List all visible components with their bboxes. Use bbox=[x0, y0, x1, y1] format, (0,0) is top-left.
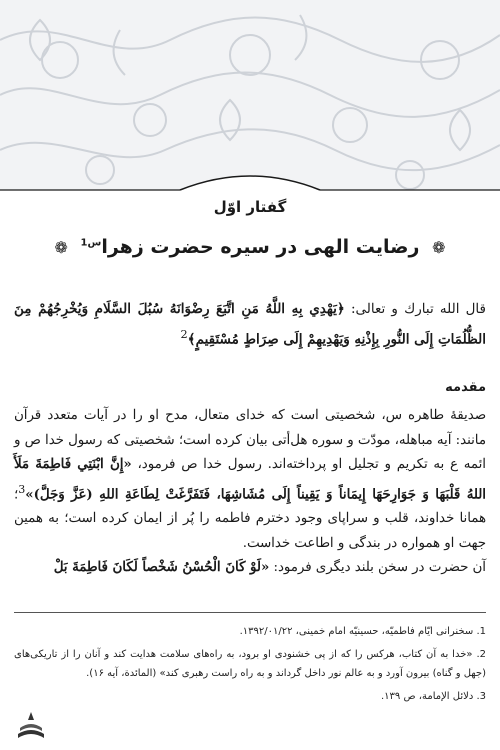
footnote-divider bbox=[14, 612, 486, 613]
quote-intro: قال الله تبارك و تعالی: bbox=[344, 301, 486, 317]
title-honorific: س bbox=[87, 237, 102, 249]
body-p1-text: صدیقهٔ طاهره س، شخصیتی است که خدای متعال، مدح او را در آیات متعدد قرآن مانند: آیه مباهله، مودّت و سوره هل‌أتی بیان کرده است؛ شخصیتی که رسول خدا ص و ائمه ع به تکریم و تجلیل او پرداخته‌اند. رسول خدا ص فرمود، bbox=[14, 408, 486, 472]
hadith-quote-2: «لَوْ كَانَ الْحُسْنُ شَخْصاً لَكَانَ فَاطِمَةَ بَلْ bbox=[53, 560, 270, 576]
quran-quote bbox=[14, 296, 486, 353]
quote-verse: ﴿يَهْدِي بِهِ اللَّهُ مَنِ اتَّبَعَ رِضْوَانَهُ سُبُلَ السَّلَامِ وَيُخْرِجُهُمْ مِنَ الظُّلُمَاتِ إِلَى النُّورِ بِإِذْنِهِ وَيَهْدِيهِمْ إِلَى صِرَاطٍ مُسْتَقِيمٍ﴾ bbox=[14, 301, 486, 348]
footnote-1: 1. سخنرانی ایّام فاطمیّه، حسینیّه امام خمینی، ۱۳۹۲/۰۱/۲۲. bbox=[239, 626, 486, 637]
body-paragraph-1 bbox=[14, 404, 486, 556]
intro-heading: مقدمه bbox=[445, 380, 486, 395]
footnote-ref-2: 2 bbox=[180, 328, 188, 341]
publisher-logo-icon bbox=[14, 708, 48, 742]
body-text bbox=[14, 404, 486, 581]
footnote-3: 3. دلائل الإمامة، ص ۱۳۹. bbox=[380, 691, 486, 702]
footnote-ref-1: 1 bbox=[80, 237, 88, 249]
flower-ornament-icon: ❁ bbox=[54, 238, 68, 257]
body-p2-text: آن حضرت در سخن بلند دیگری فرمود: bbox=[269, 560, 486, 576]
body-paragraph-2 bbox=[14, 556, 486, 581]
footnotes bbox=[14, 622, 486, 710]
body-p1-rest: ؛ همانا خداوند، قلب و سراپای وجود دخترم فاطمه را پُر از ایمان کرده است؛ به همین جهت او همواره در بندگی و اطاعت خداست. bbox=[14, 486, 486, 551]
chapter-label: گفتار اوّل bbox=[213, 198, 287, 216]
footnote-2: 2. «خدا به آن کتاب، هرکس را که از پی خشنودی او برود، به راه‌های سلامت هدایت کند و آنان را از تاریکی‌های (جهل و گناه) بیرون آورد و به عالم نور داخل گرداند و به راه راست رهبری کند» (المائدة، آیه ۱۶). bbox=[14, 649, 486, 679]
decorative-header-pattern bbox=[0, 0, 500, 215]
flower-ornament-icon: ❁ bbox=[432, 238, 446, 257]
section-title bbox=[0, 236, 500, 258]
footnote-ref-3: 3 bbox=[18, 482, 26, 496]
hadith-quote: «إِنَّ ابْنَتِي فَاطِمَةَ مَلَأَ اللهُ قَلْبَهَا وَ جَوَارِحَهَا إِيمَاناً وَ يَقِيناً إِلَى مُشَاشِهَا، فَتَفَرَّغَتْ لِطَاعَةِ اللهِ (عَزَّ وَجَلَّ)» bbox=[14, 457, 486, 502]
section-title-text: رضایت الهی در سیره حضرت زهرا bbox=[101, 236, 420, 258]
